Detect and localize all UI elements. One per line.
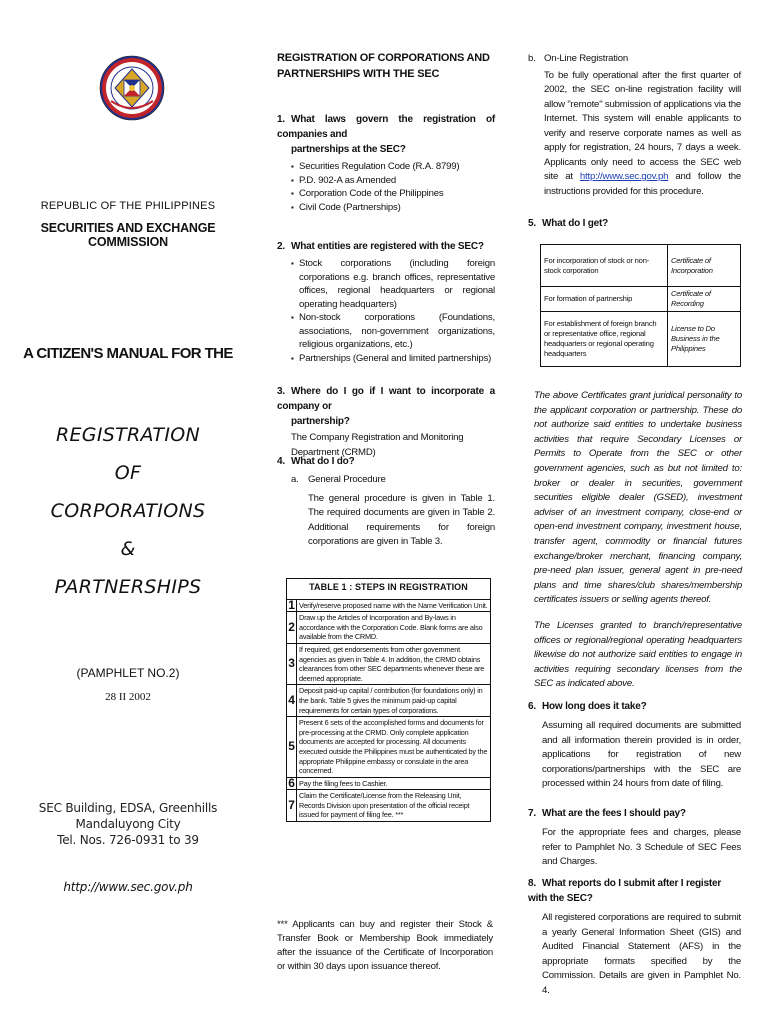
general-procedure-text: The general procedure is given in Table 1. The required documents are given in Table 2. Additional requirements for foreign corporations are given in Table 3. [308, 492, 495, 547]
address-line: Mandaluyong City [75, 817, 181, 831]
table-row: For incorporation of stock or non-stock corporation Certificate of Incorporation [541, 245, 741, 287]
list-item: ▪ P.D. 902-A as Amended [291, 174, 495, 188]
table-row: For establishment of foreign branch or representative office, regional headquarters or regional operating headquarters License to Do Business in the Philippines [541, 312, 741, 367]
question-6: 6. How long does it take? Assuming all required documents are submitted and all information therein provided is in order, applications for registration of new corporations/partnerships with the SEC are processed within 24 hours from date of filing. [528, 701, 741, 789]
question-8: 8. What reports do I submit after I register with the SEC? All registered corporations are required to submit a yearly General Information Sheet (GIS) and Audited Financial Statement (AFS) in the appropriate formats specified by the Commission. Details are given in Pamphlet No. 4. [528, 878, 741, 996]
list-item: ▪ Civil Code (Partnerships) [291, 201, 495, 215]
republic-label: REPUBLIC OF THE PHILIPPINES [40, 200, 216, 212]
table-row: 4 Deposit paid-up capital / contribution (for foundations only) in the bank. Table 5 gives the minimum paid-up capital requirements for certain types of corporations. [287, 685, 491, 717]
entities-list [291, 257, 495, 365]
question-4: 4. What do I do? a. General Procedure The general procedure is given in Table 1. The required documents are given in Table 2. Additional requirements for foreign corporations are given in Table 3. [277, 454, 495, 550]
sec-seal-icon [99, 55, 165, 121]
question-2: 2. What entities are registered with the SEC? ▪ Stock corporations (including foreign corporations e.g. branch offices, representative offices, regional headquarters or regional operating headquarters) ▪ Non-stock corporations (Foundations, associations, non-government organizations, religious organizations, etc.) ▪ Partnerships (General and limited partnerships) [277, 239, 495, 365]
online-registration: b. On-Line Registration To be fully operational after the first quarter of 2002, the SEC on-line registration facility will allow "remote" submission of applications via the Internet. This system will enable applicants to verify and reserve corporate names as well as apply for registration, 24 hours, 7 days a week. Applicants only need to access the SEC web site at http://www.sec.gov.ph and follow the instructions provided for this procedure. [528, 53, 741, 197]
table-row: 3 If required, get endorsements from other government agencies as given in Table 4. In addition, the CRMD obtains clearances from other SEC departments whenever these are deemed appropriate. [287, 643, 491, 684]
manual-for-heading: A CITIZEN'S MANUAL FOR THE [23, 345, 233, 362]
licenses-note: The Licenses granted to branch/representative offices or regional/regional operating headquarters likewise do not authorize said entities to engage in activities requiring secondary licenses from the SEC as indicated above. [534, 620, 742, 690]
table-row: 6 Pay the filing fees to Cashier. [287, 777, 491, 790]
title-line-2: OF [114, 462, 142, 484]
general-procedure-title: General Procedure [308, 474, 386, 485]
question-7: 7. What are the fees I should pay? For the appropriate fees and charges, please refer to Pamphlet No. 3 Schedule of SEC Fees and Charges. [528, 808, 741, 867]
title-line-1: REGISTRATION [56, 424, 200, 446]
table-row: 5 Present 6 sets of the accomplished forms and documents for pre-processing at the CRMD. Only complete application documents are accepted for processing. All documents executed outside the Philippines must be authenticated by the appropriate Philippine embassy or consulate in the area concerned. [287, 717, 491, 778]
certificates-note: The above Certificates grant juridical personality to the applicant corporation or partnership. These do not authorize said entities to undertake business activities that require Secondary Licenses or Permits to Operate from the SEC or other government agencies, such as but not limited to: broker or dealer in securities, government securities eligible dealer (GSED), investment adviser of an investment company, close-end or open-end investment company, investment house, transfer agent, commodity or financial futures exchange/broker merchant, financing company, pre-need plan issuer, general agent in pre-need plans and time shares/club shares/membership certificates issuers or selling agents thereof. [534, 390, 742, 606]
question-1: 1. What laws govern the registration of companies and partnerships at the SEC? ▪ Securities Regulation Code (R.A. 8799) ▪ P.D. 902-A as Amended ▪ Corporation Code of the Philippines ▪ Civil Code (Partnerships) [277, 112, 495, 214]
title-line-4: & [120, 538, 136, 560]
list-item: ▪ Corporation Code of the Philippines [291, 187, 495, 201]
list-item: ▪ Partnerships (General and limited partnerships) [291, 352, 495, 366]
title-line-3: CORPORATIONS [50, 500, 206, 522]
online-registration-title: On-Line Registration [544, 53, 628, 64]
list-item: ▪ Non-stock corporations (Foundations, associations, non-government organizations, religious organizations, etc.) [291, 311, 495, 352]
steps-table-title: TABLE 1 : STEPS IN REGISTRATION [287, 579, 491, 600]
table-row: 7 Claim the Certificate/License from the Releasing Unit, Records Division upon presentation of the official receipt issued for payment of filing fee. *** [287, 790, 491, 822]
address-line: SEC Building, EDSA, Greenhills [38, 801, 218, 815]
list-item: ▪ Stock corporations (including foreign corporations e.g. branch offices, representative offices, regional headquarters or regional operating headquarters) [291, 257, 495, 311]
phone-line: Tel. Nos. 726-0931 to 39 [57, 833, 199, 847]
list-item: ▪ Securities Regulation Code (R.A. 8799) [291, 160, 495, 174]
question-3: 3. Where do I go if I want to incorporate a company or partnership? The Company Registration and Monitoring Department (CRMD) [277, 386, 495, 458]
table-row: For formation of partnership Certificate of Recording [541, 287, 741, 312]
table-row: 1 Verify/reserve proposed name with the Name Verification Unit. [287, 599, 491, 612]
publish-date: 28 II 2002 [105, 691, 151, 703]
table-row: 2 Draw up the Articles of Incorporation and By-laws in accordance with the Corporation Code. Blank forms are also available from the CRMD. [287, 612, 491, 644]
question-5: 5. What do I get? [528, 218, 609, 229]
steps-table [286, 578, 491, 822]
section-heading: REGISTRATION OF CORPORATIONS AND PARTNERSHIPS WITH THE SEC [277, 52, 490, 80]
title-line-5: PARTNERSHIPS [54, 576, 202, 598]
sec-website-link[interactable]: http://www.sec.gov.ph [579, 171, 669, 182]
website-link[interactable]: http://www.sec.gov.ph [63, 880, 193, 894]
laws-list [291, 160, 495, 214]
address-block [0, 800, 256, 848]
agency-name: SECURITIES AND EXCHANGE COMMISSION [40, 221, 216, 249]
footnote: *** Applicants can buy and register their Stock & Transfer Book or Membership Book immediately after the issuance of the Certificate of Incorporation or within 30 days upon issuance thereof. [277, 919, 493, 972]
certificates-table [540, 244, 741, 367]
pamphlet-number: (PAMPHLET NO.2) [76, 666, 180, 680]
